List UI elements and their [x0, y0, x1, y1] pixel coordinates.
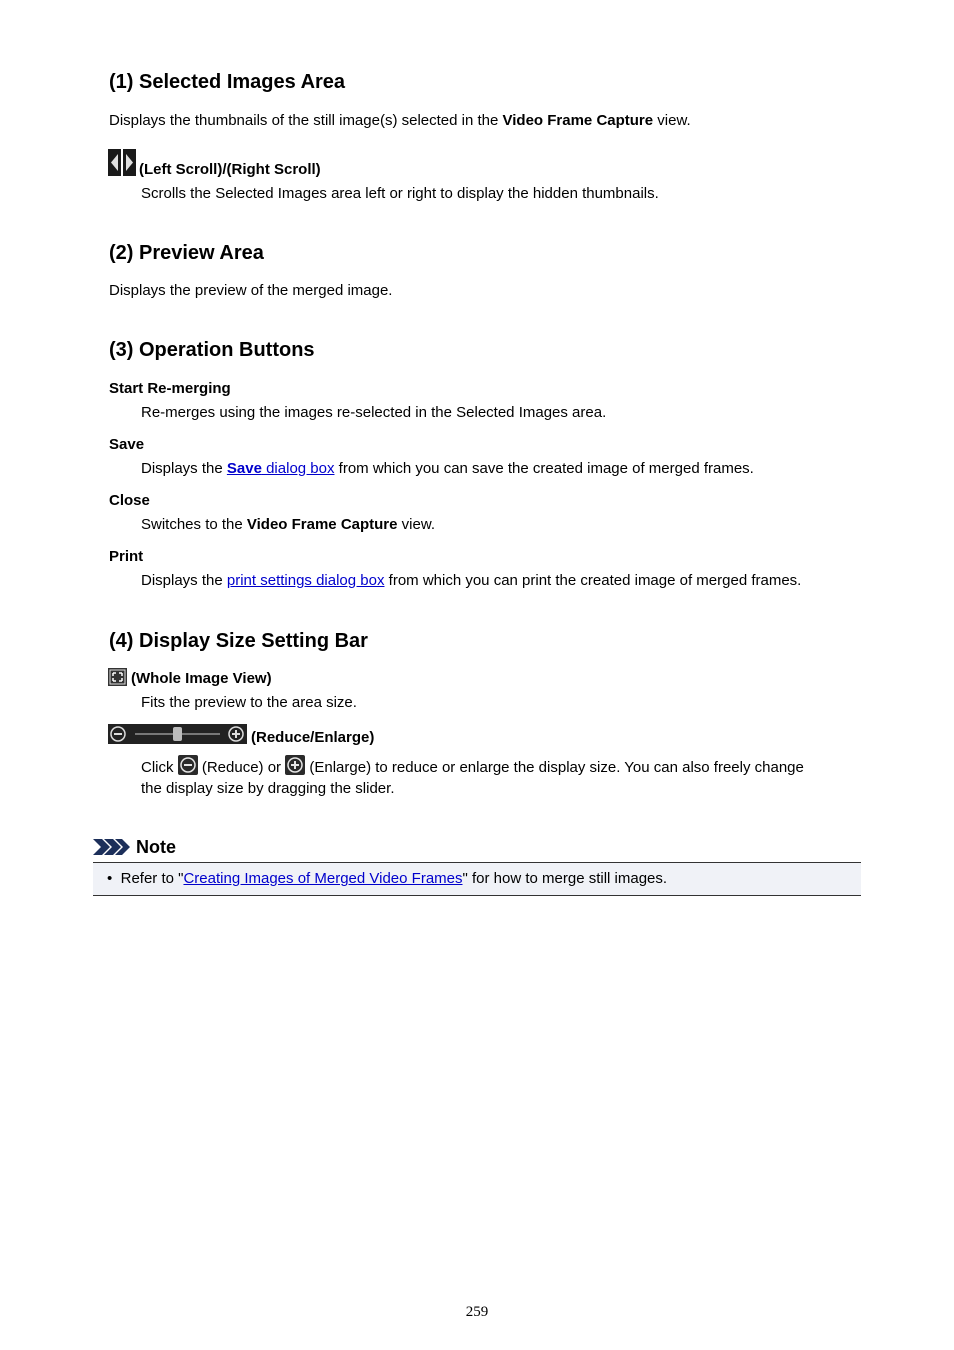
- scroll-description: Scrolls the Selected Images area left or right to display the hidden thumbnails.: [141, 185, 659, 202]
- zoom-slider-thumb: [173, 727, 182, 741]
- creating-merged-frames-link[interactable]: Creating Images of Merged Video Frames: [183, 870, 463, 887]
- section-heading-operation-buttons: (3) Operation Buttons: [109, 339, 315, 361]
- note-heading: [93, 836, 176, 858]
- preview-area-description: Displays the preview of the merged image.: [109, 282, 393, 299]
- page-number: 259: [465, 1304, 489, 1320]
- left-right-scroll-icon: [108, 149, 136, 176]
- note-box: [93, 862, 861, 896]
- note-bullet: •: [107, 870, 113, 887]
- print-settings-link[interactable]: print settings dialog box: [226, 572, 385, 589]
- save-dialog-link[interactable]: Save dialog box: [226, 460, 335, 477]
- term-close: Close: [109, 492, 150, 509]
- section-heading-selected-images: (1) Selected Images Area: [109, 71, 346, 93]
- term-start-remerging: Start Re-merging: [109, 380, 231, 397]
- whole-image-view-icon: [108, 668, 127, 686]
- whole-image-view-description: Fits the preview to the area size.: [141, 694, 357, 711]
- note-chevrons-icon: [93, 839, 131, 855]
- reduce-enlarge-label: (Reduce/Enlarge): [251, 729, 375, 746]
- section-heading-display-size-bar: (4) Display Size Setting Bar: [109, 630, 368, 652]
- reduce-icon: [178, 755, 198, 775]
- enlarge-icon: [285, 755, 305, 775]
- start-remerging-description: Re-merges using the images re-selected in the Selected Images area.: [141, 404, 607, 421]
- term-save: Save: [109, 436, 145, 453]
- zoom-slider-icon: [108, 724, 247, 744]
- reduce-enlarge-description: Click (Reduce) or (Enlarge) to reduce or enlarge the display size. You can also freely change: [141, 755, 804, 778]
- scroll-label: (Left Scroll)/(Right Scroll): [139, 161, 321, 178]
- close-description: Switches to the Video Frame Capture view.: [141, 516, 436, 533]
- section-heading-preview-area: (2) Preview Area: [109, 242, 264, 264]
- note-heading-text: Note: [136, 837, 177, 857]
- selected-images-description: Displays the thumbnails of the still image(s) selected in the Video Frame Capture view.: [109, 112, 691, 129]
- print-description: Displays the print settings dialog box from which you can print the created image of merged frames.: [141, 572, 802, 589]
- term-print: Print: [109, 548, 144, 565]
- whole-image-view-label: (Whole Image View): [131, 670, 272, 687]
- reduce-enlarge-description-line2: the display size by dragging the slider.: [141, 780, 395, 797]
- save-description: Displays the Save dialog box from which you can save the created image of merged frames.: [141, 460, 754, 477]
- note-item: • Refer to "Creating Images of Merged Video Frames" for how to merge still images.: [107, 870, 668, 887]
